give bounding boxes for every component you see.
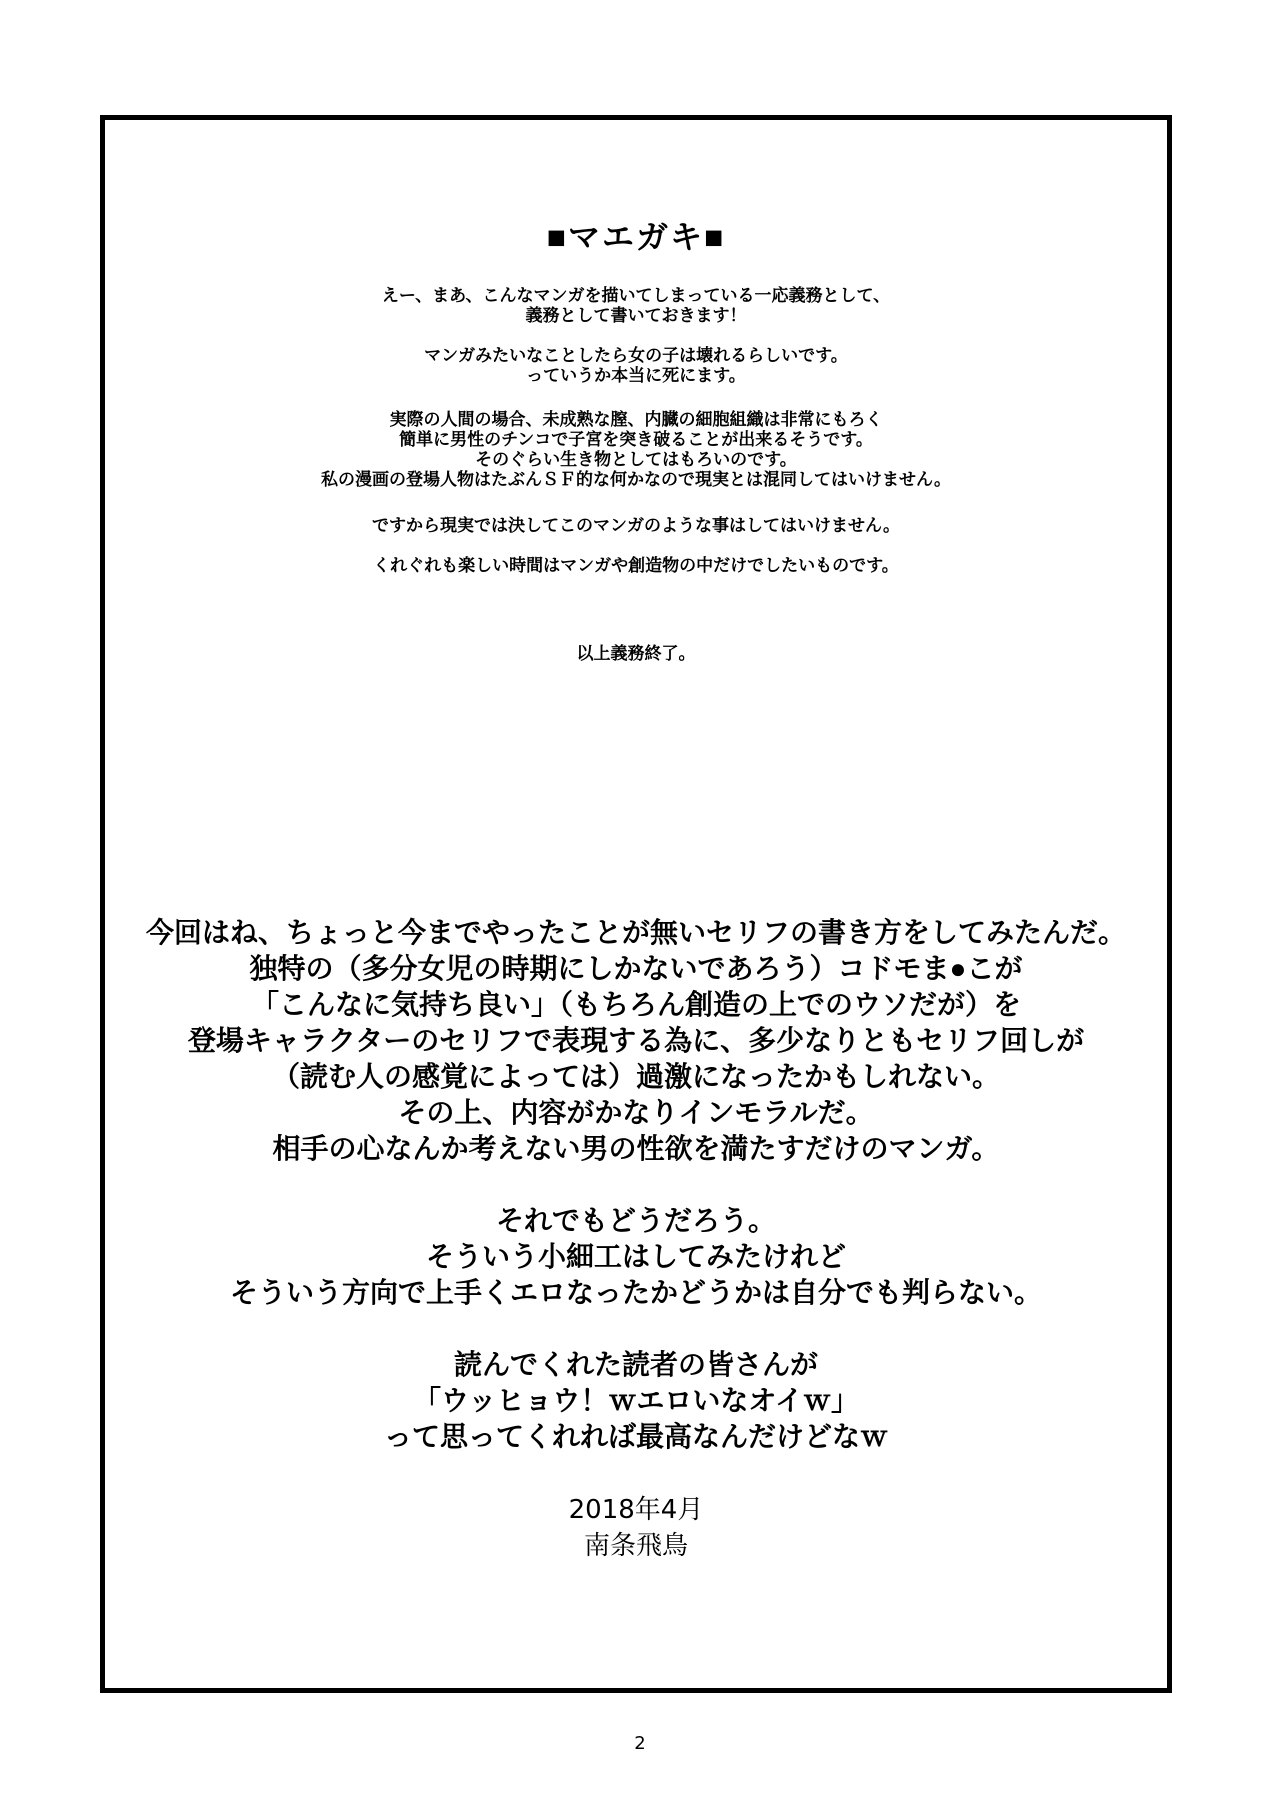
preface-closing-line: 以上義務終了。 bbox=[576, 644, 696, 663]
preface-line: 義務として書いておきます！ bbox=[525, 306, 747, 325]
preface-line: マンガみたいなことしたら女の子は壊れるらしいです。 bbox=[424, 346, 848, 365]
preface-paragraph-2 bbox=[105, 346, 1167, 386]
page-number: 2 bbox=[634, 1733, 646, 1754]
afterword-line: 今回はね、ちょっと今までやったことが無いセリフの書き方をしてみたんだ。 bbox=[145, 918, 1126, 949]
afterword-line: その上、内容がかなりインモラルだ。 bbox=[398, 1098, 874, 1129]
afterword-line: そういう小細工はしてみたけれど bbox=[425, 1242, 846, 1273]
afterword-line: それでもどうだろう。 bbox=[495, 1206, 776, 1237]
preface-line: そのぐらい生き物としてはもろいのです。 bbox=[475, 450, 797, 469]
afterword-paragraph-1 bbox=[105, 916, 1167, 1168]
afterword-line: （読む人の感覚によっては）過激になったかもしれない。 bbox=[271, 1062, 1000, 1093]
afterword-paragraph-2 bbox=[105, 1204, 1167, 1312]
afterword-author: 南条飛鳥 bbox=[583, 1531, 688, 1561]
page-title: ■マエガキ■ bbox=[546, 219, 726, 255]
afterword-line: 相手の心なんか考えない男の性欲を満たすだけのマンガ。 bbox=[272, 1134, 1000, 1165]
afterword-line: そういう方向で上手くエロなったかどうかは自分でも判らない。 bbox=[229, 1278, 1042, 1309]
afterword-date: 2018年4月 bbox=[568, 1495, 704, 1525]
afterword-signature bbox=[105, 1492, 1167, 1564]
afterword-line: 「ウッヒョウ！ｗエロいなオイｗ」 bbox=[412, 1386, 860, 1417]
preface-line: っていうか本当に死にます。 bbox=[526, 366, 746, 385]
page-border-frame bbox=[100, 115, 1172, 1693]
afterword-line: 独特の（多分女児の時期にしかないであろう）コドモま●こが bbox=[249, 954, 1023, 985]
preface-paragraph-3 bbox=[105, 410, 1167, 490]
afterword-line: 「こんなに気持ち良い」（もちろん創造の上でのウソだが）を bbox=[250, 990, 1021, 1021]
afterword-line: って思ってくれれば最高なんだけどなｗ bbox=[383, 1422, 888, 1453]
preface-line: えー、まあ、こんなマンガを描いてしまっている一応義務として、 bbox=[381, 286, 891, 305]
preface-line: 実際の人間の場合、未成熟な膣、内臓の細胞組織は非常にもろく bbox=[389, 410, 883, 429]
preface-paragraph-1 bbox=[105, 286, 1167, 326]
preface-line: くれぐれも楽しい時間はマンガや創造物の中だけでしたいものです。 bbox=[373, 556, 899, 575]
preface-line: 簡単に男性のチンコで子宮を突き破ることが出来るそうです。 bbox=[399, 430, 873, 449]
preface-line: ですから現実では決してこのマンガのような事はしてはいけません。 bbox=[371, 516, 901, 535]
preface-paragraph-5 bbox=[105, 556, 1167, 576]
afterword-paragraph-3 bbox=[105, 1348, 1167, 1456]
preface-line: 私の漫画の登場人物はたぶんＳＦ的な何かなので現実とは混同してはいけません。 bbox=[320, 470, 952, 489]
afterword-line: 登場キャラクターのセリフで表現する為に、多少なりともセリフ回しが bbox=[187, 1026, 1085, 1057]
afterword-line: 読んでくれた読者の皆さんが bbox=[453, 1350, 818, 1381]
preface-paragraph-4 bbox=[105, 516, 1167, 536]
